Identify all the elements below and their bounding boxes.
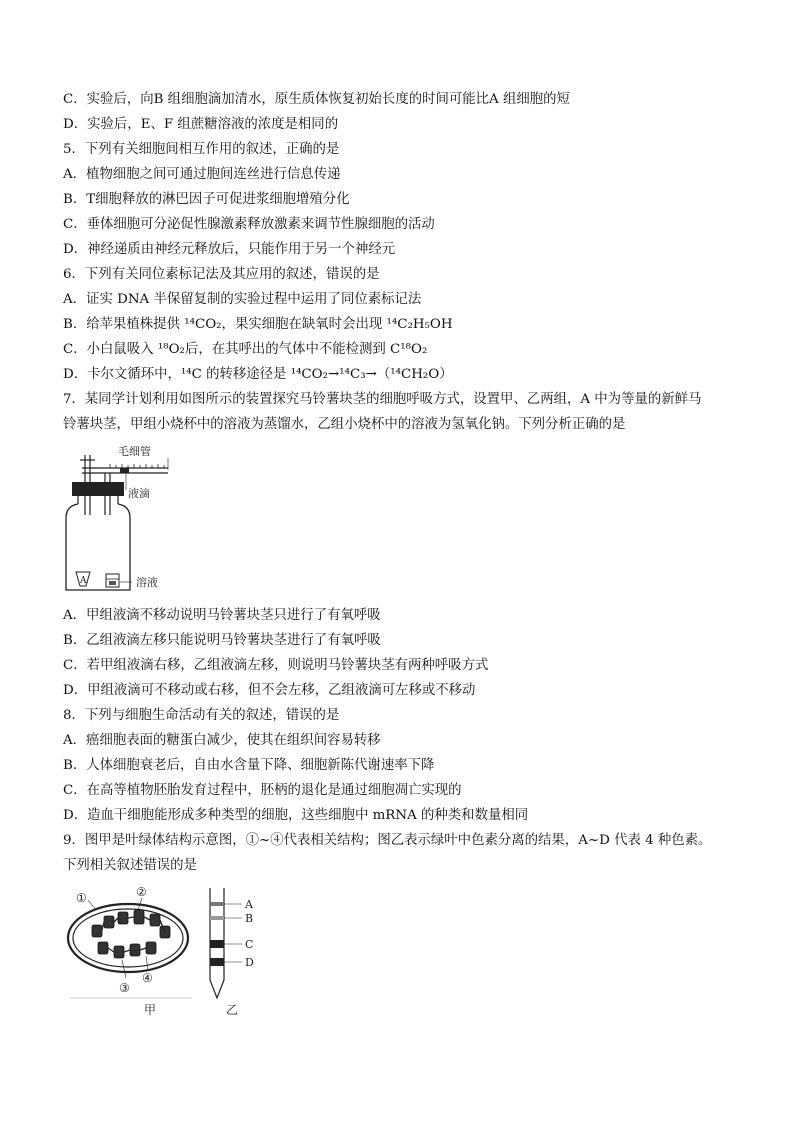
q5-option-d: D．神经递质由神经元释放后，只能作用于另一个神经元 [63,242,396,257]
q7-option-c: C．若甲组液滴右移，乙组液滴左移，则说明马铃薯块茎有两种呼吸方式 [63,658,489,673]
q7-option-d: D．甲组液滴可不移动或右移，但不会左移，乙组液滴可左移或不移动 [63,683,476,698]
q6-option-c: C．小白鼠吸入 ¹⁸O₂后，在其呼出的气体中不能检测到 C¹⁸O₂ [63,342,428,357]
container-a-label: A [80,576,87,586]
marker-1: ① [76,891,87,905]
chloroplast-figure [62,880,272,1020]
q6-stem: 6．下列有关同位素标记法及其应用的叙述，错误的是 [63,267,380,282]
q9-stem-line2: 下列相关叙述错误的是 [63,858,197,873]
q8-option-b: B．人体细胞衰老后，自由水含量下降、细胞新陈代谢速率下降 [63,758,435,773]
q7-stem-line1: 7．某同学计划利用如图所示的装置探究马铃薯块茎的细胞呼吸方式，设置甲、乙两组，A 中为等量的新鲜马 [63,392,702,407]
q6-option-b: B．给苹果植株提供 ¹⁴CO₂，果实细胞在缺氧时会出现 ¹⁴C₂H₅OH [63,317,453,332]
small-beaker [106,574,119,587]
band-c-label: C [245,938,254,951]
q4-option-c: C．实验后，向B 组细胞滴加清水，原生质体恢复初始长度的时间可能比A 组细胞的短 [63,92,570,107]
q5-stem: 5．下列有关细胞间相互作用的叙述，正确的是 [63,142,340,157]
q7-option-b: B．乙组液滴左移只能说明马铃薯块茎进行了有氧呼吸 [63,633,381,648]
bottle [66,504,130,590]
droplet-label: 液滴 [128,487,150,500]
q9-stem-line1: 9．图甲是叶绿体结构示意图，①~④代表相关结构；图乙表示绿叶中色素分离的结果，A~D 代表 4 种色素。 [63,833,712,848]
droplet [120,468,129,473]
caption-jia: 甲 [144,1003,157,1017]
q4-option-d: D．实验后，E、F 组蔗糖溶液的浓度是相同的 [63,117,339,132]
respirometer-figure [60,440,210,600]
solution-label: 溶液 [136,576,158,589]
q5-option-a: A．植物细胞之间可通过胞间连丝进行信息传递 [63,167,341,182]
q7-stem-line2: 铃薯块茎，甲组小烧杯中的溶液为蒸馏水，乙组小烧杯中的溶液为氢氧化钠。下列分析正确的是 [63,417,626,432]
q5-option-c: C．垂体细胞可分泌促性腺激素释放激素来调节性腺细胞的活动 [63,217,435,232]
q5-option-b: B．T细胞释放的淋巴因子可促进浆细胞增殖分化 [63,192,350,207]
q7-option-a: A．甲组液滴不移动说明马铃薯块茎只进行了有氧呼吸 [63,608,381,623]
band-b [210,916,224,920]
q8-option-c: C．在高等植物胚胎发育过程中，胚柄的退化是通过细胞凋亡实现的 [63,783,462,798]
band-a [210,902,224,906]
marker-3: ③ [119,981,130,995]
q8-option-d: D．造血干细胞能形成多种类型的细胞，这些细胞中 mRNA 的种类和数量相同 [63,808,529,823]
q8-stem: 8．下列与细胞生命活动有关的叙述，错误的是 [63,708,340,723]
marker-4: ④ [142,971,153,985]
stopper [72,482,124,496]
capillary-label: 毛细管 [118,445,151,458]
band-c [210,940,224,948]
q6-option-d: D．卡尔文循环中，¹⁴C 的转移途径是 ¹⁴CO₂→¹⁴C₃→（¹⁴CH₂O） [63,367,453,382]
band-d-label: D [245,956,254,969]
marker-2: ② [136,885,147,899]
band-a-label: A [245,898,253,911]
band-b-label: B [245,912,254,925]
q6-option-a: A．证实 DNA 半保留复制的实验过程中运用了同位素标记法 [63,292,422,307]
band-d [210,958,224,966]
caption-yi: 乙 [226,1003,239,1017]
q8-option-a: A．癌细胞表面的糖蛋白减少，使其在组织间容易转移 [63,733,381,748]
